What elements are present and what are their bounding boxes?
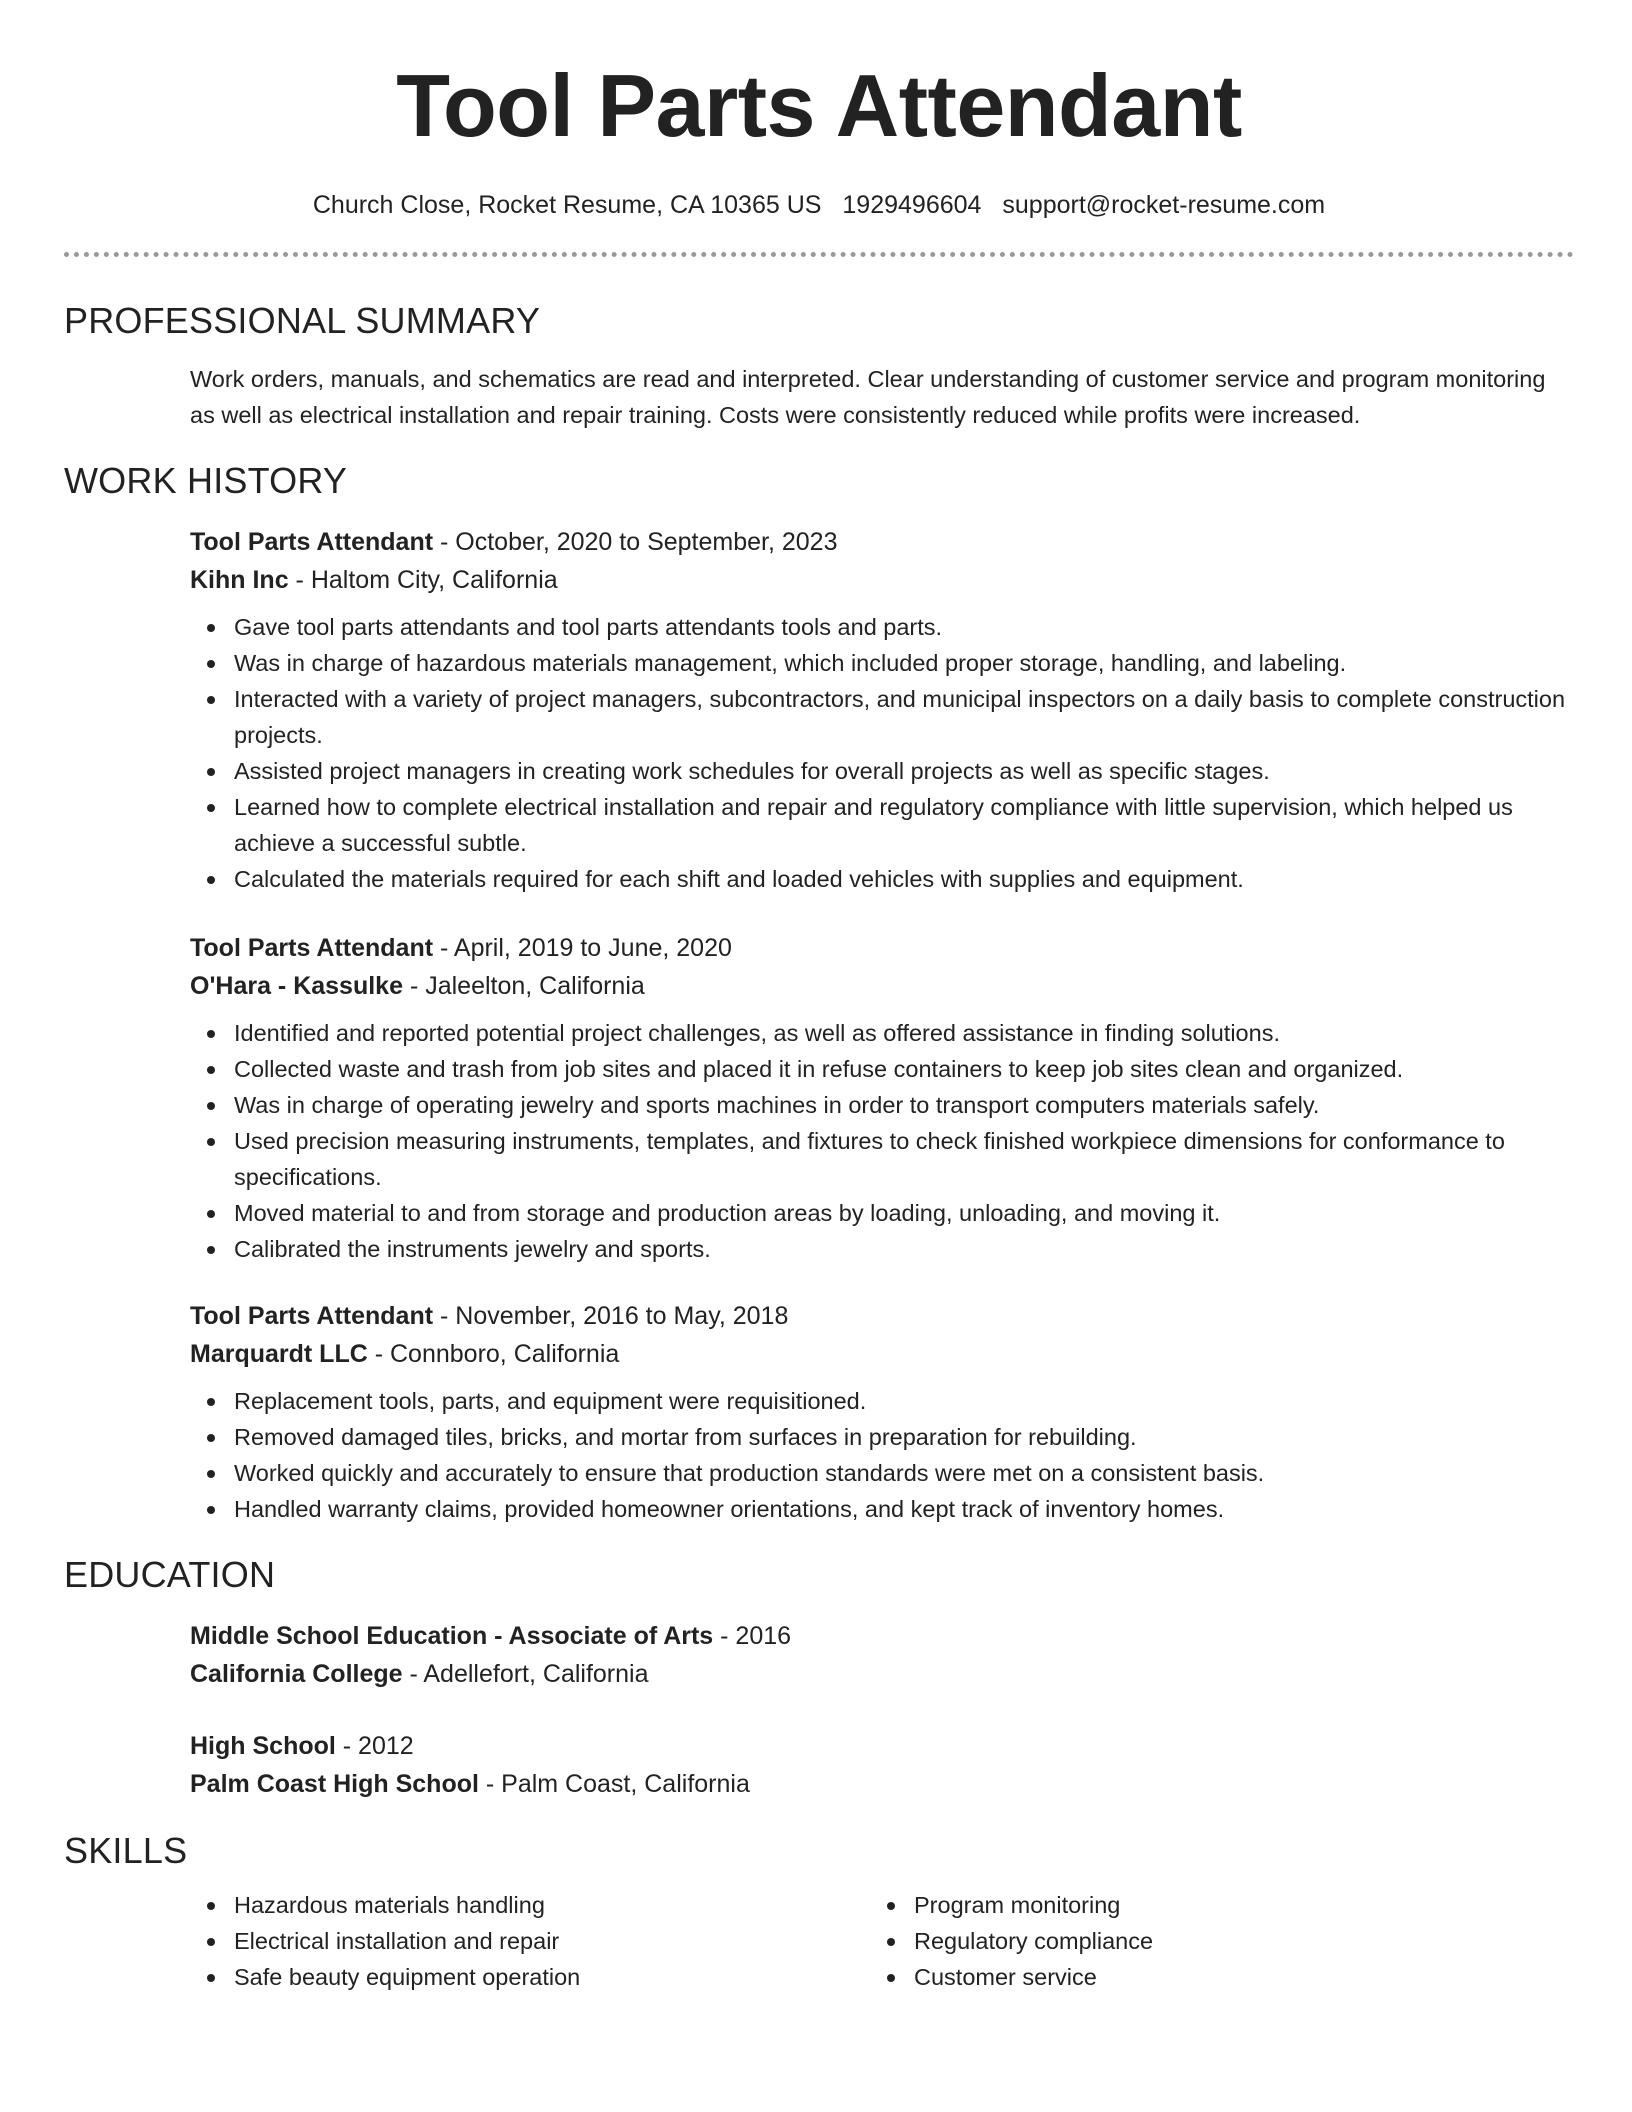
bullet-item: Assisted project managers in creating work schedules for overall projects as well as specific stages. [190, 753, 1574, 789]
job-dates: - October, 2020 to September, 2023 [433, 528, 838, 556]
job-dates: - November, 2016 to May, 2018 [433, 1302, 789, 1330]
company-line [190, 967, 1574, 1005]
bullet-item: Replacement tools, parts, and equipment were requisitioned. [190, 1383, 1574, 1419]
skill-item: Safe beauty equipment operation [190, 1959, 870, 1995]
bullet-item: Gave tool parts attendants and tool parts attendants tools and parts. [190, 609, 1574, 645]
job-title-line [190, 1297, 1574, 1335]
bullet-item: Learned how to complete electrical installation and repair and regulatory compliance with little supervision, which helped us achieve a successful subtle. [190, 789, 1574, 861]
school-line [190, 1765, 1574, 1803]
school-name: California College [190, 1660, 403, 1688]
school-line [190, 1655, 1574, 1693]
degree-line [190, 1617, 1574, 1655]
degree-year: - 2016 [713, 1622, 792, 1650]
company-line [190, 561, 1574, 599]
company-line [190, 1335, 1574, 1373]
company-location: - Connboro, California [367, 1340, 620, 1368]
candidate-name: Tool Parts Attendant [396, 56, 1242, 155]
job-dates: - April, 2019 to June, 2020 [433, 934, 732, 962]
degree-line [190, 1727, 1574, 1765]
company-name: Marquardt LLC [190, 1340, 368, 1368]
bullet-item: Removed damaged tiles, bricks, and mortar from surfaces in preparation for rebuilding. [190, 1419, 1574, 1455]
job-entry [190, 1297, 1574, 1527]
company-name: Kihn Inc [190, 566, 289, 594]
education-entry [190, 1617, 1574, 1693]
school-name: Palm Coast High School [190, 1770, 479, 1798]
job-bullets [190, 1015, 1574, 1267]
summary-section [64, 299, 1574, 433]
section-title-education: EDUCATION [64, 1554, 276, 1595]
degree-name: High School [190, 1732, 336, 1760]
school-location: - Adellefort, California [402, 1660, 649, 1688]
bullet-item: Worked quickly and accurately to ensure that production standards were met on a consistent basis. [190, 1455, 1574, 1491]
degree-name: Middle School Education - Associate of Arts [190, 1622, 714, 1650]
job-entry [190, 523, 1574, 897]
job-title: Tool Parts Attendant [190, 934, 434, 962]
skill-item: Customer service [870, 1959, 1550, 1995]
contact-line [64, 188, 1574, 222]
education-section [64, 1553, 1574, 1803]
bullet-item: Moved material to and from storage and production areas by loading, unloading, and moving it. [190, 1195, 1574, 1231]
school-location: - Palm Coast, California [478, 1770, 750, 1798]
job-title-line [190, 929, 1574, 967]
section-title-summary: PROFESSIONAL SUMMARY [64, 300, 541, 341]
section-title-work-history: WORK HISTORY [64, 460, 348, 501]
skills-column-right [870, 1887, 1550, 1995]
summary-text: Work orders, manuals, and schematics are read and interpreted. Clear understanding of customer service and program monitoring as well as electrical installation and repair training. Costs were consistently reduced while profits were increased. [190, 366, 1546, 428]
work-history-section [64, 459, 1574, 1527]
resume-page [64, 0, 1574, 1995]
skill-item: Regulatory compliance [870, 1923, 1550, 1959]
email: support@rocket-resume.com [1002, 191, 1326, 219]
header-divider [64, 252, 1574, 257]
section-title-skills: SKILLS [64, 1830, 188, 1871]
phone: 1929496604 [842, 191, 982, 219]
job-title-line [190, 523, 1574, 561]
bullet-item: Was in charge of operating jewelry and sports machines in order to transport computers materials safely. [190, 1087, 1574, 1123]
job-bullets [190, 1383, 1574, 1527]
skill-item: Program monitoring [870, 1887, 1550, 1923]
education-entry [190, 1727, 1574, 1803]
bullet-item: Was in charge of hazardous materials management, which included proper storage, handling, and labeling. [190, 645, 1574, 681]
bullet-item: Collected waste and trash from job sites and placed it in refuse containers to keep job sites clean and organized. [190, 1051, 1574, 1087]
job-title: Tool Parts Attendant [190, 528, 434, 556]
bullet-item: Identified and reported potential project challenges, as well as offered assistance in finding solutions. [190, 1015, 1574, 1051]
company-location: - Haltom City, California [288, 566, 558, 594]
address: Church Close, Rocket Resume, CA 10365 US [312, 191, 822, 219]
degree-year: - 2012 [335, 1732, 414, 1760]
company-location: - Jaleelton, California [403, 972, 645, 1000]
bullet-item: Used precision measuring instruments, templates, and fixtures to check finished workpiece dimensions for conformance to specifications. [190, 1123, 1574, 1195]
skills-grid [190, 1887, 1574, 1995]
skills-section [64, 1829, 1574, 1995]
job-bullets [190, 609, 1574, 897]
job-entry [190, 929, 1574, 1267]
skill-item: Hazardous materials handling [190, 1887, 870, 1923]
job-title: Tool Parts Attendant [190, 1302, 434, 1330]
bullet-item: Calculated the materials required for each shift and loaded vehicles with supplies and equipment. [190, 861, 1574, 897]
bullet-item: Calibrated the instruments jewelry and sports. [190, 1231, 1574, 1267]
bullet-item: Interacted with a variety of project managers, subcontractors, and municipal inspectors on a daily basis to complete construction projects. [190, 681, 1574, 753]
company-name: O'Hara - Kassulke [190, 972, 403, 1000]
skills-column-left [190, 1887, 870, 1995]
skill-item: Electrical installation and repair [190, 1923, 870, 1959]
bullet-item: Handled warranty claims, provided homeowner orientations, and kept track of inventory homes. [190, 1491, 1574, 1527]
